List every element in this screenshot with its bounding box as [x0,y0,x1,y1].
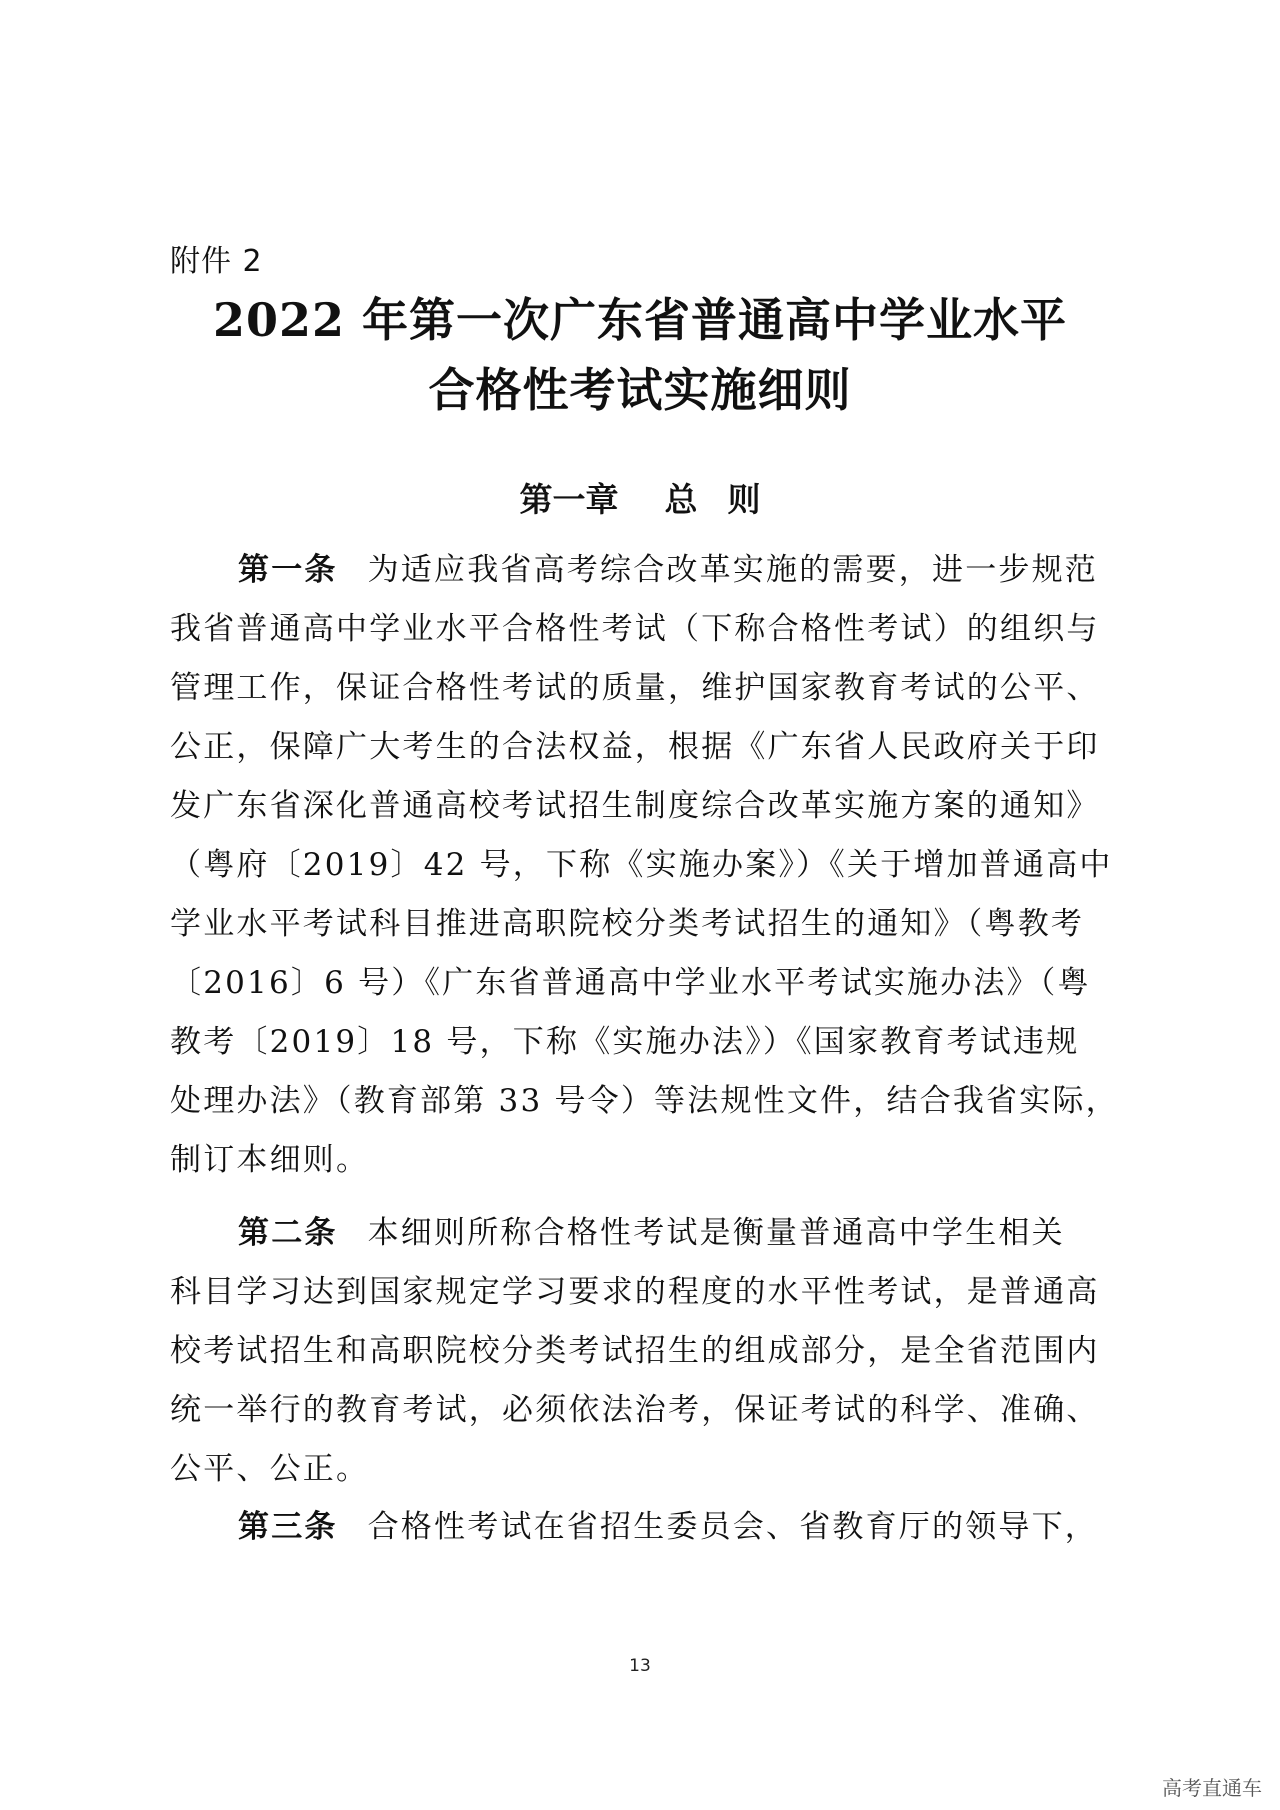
article-line: 制订本细则。 [170,1142,370,1178]
article-text: 本细则所称合格性考试是衡量普通高中学生相关 [367,1215,1065,1251]
article-text: 为适应我省高考综合改革实施的需要，进一步规范 [367,552,1099,588]
article-line: 科目学习达到国家规定学习要求的程度的水平性考试，是普通高 [170,1274,1100,1310]
article-line: 学业水平考试科目推进高职院校分类考试招生的通知》（粤教考 [170,906,1085,942]
chapter-name-part-1: 总 [664,480,698,519]
article-line: 我省普通高中学业水平合格性考试（下称合格性考试）的组织与 [170,611,1100,647]
watermark-text: 高考直通车 [1162,1776,1262,1800]
article-line [170,1204,1130,1263]
article-label: 第三条 [238,1509,338,1545]
article-line: 校考试招生和高职院校分类考试招生的组成部分，是全省范围内 [170,1333,1100,1369]
article-line: 公正，保障广大考生的合法权益，根据《广东省人民政府关于印 [170,729,1100,765]
article-line: 教考〔2019〕18 号，下称《实施办法》）《国家教育考试违规 [170,1024,1080,1060]
document-title-line-2: 合格性考试实施细则 [428,363,852,417]
article-line: 〔2016〕6 号）《广东省普通高中学业水平考试实施办法》（粤 [170,965,1091,1001]
article-line: 发广东省深化普通高校考试招生制度综合改革实施方案的通知》 [170,788,1100,824]
article-line: 处理办法》（教育部第 33 号令）等法规性文件，结合我省实际， [170,1083,1119,1119]
article-line: 公平、公正。 [170,1451,370,1487]
article-1 [170,541,1130,1190]
article-3 [170,1498,1130,1557]
article-label: 第二条 [238,1215,338,1251]
article-line: 管理工作，保证合格性考试的质量，维护国家教育考试的公平、 [170,670,1100,706]
article-line: 统一举行的教育考试，必须依法治考，保证考试的科学、准确、 [170,1392,1100,1428]
article-text: 合格性考试在省招生委员会、省教育厅的领导下， [367,1509,1099,1545]
article-line [170,541,1130,600]
chapter-number: 第一章 [519,480,619,519]
article-2 [170,1204,1130,1499]
document-title-line-1: 2022 年第一次广东省普通高中学业水平 [212,293,1068,347]
page-number: 13 [629,1656,651,1676]
article-label: 第一条 [238,552,338,588]
attachment-label: 附件 2 [170,244,263,279]
chapter-heading [150,478,1130,522]
article-line: （粤府〔2019〕42 号，下称《实施办案》）《关于增加普通高中 [170,847,1113,883]
chapter-name-part-2: 则 [727,480,761,519]
article-line [170,1498,1130,1557]
